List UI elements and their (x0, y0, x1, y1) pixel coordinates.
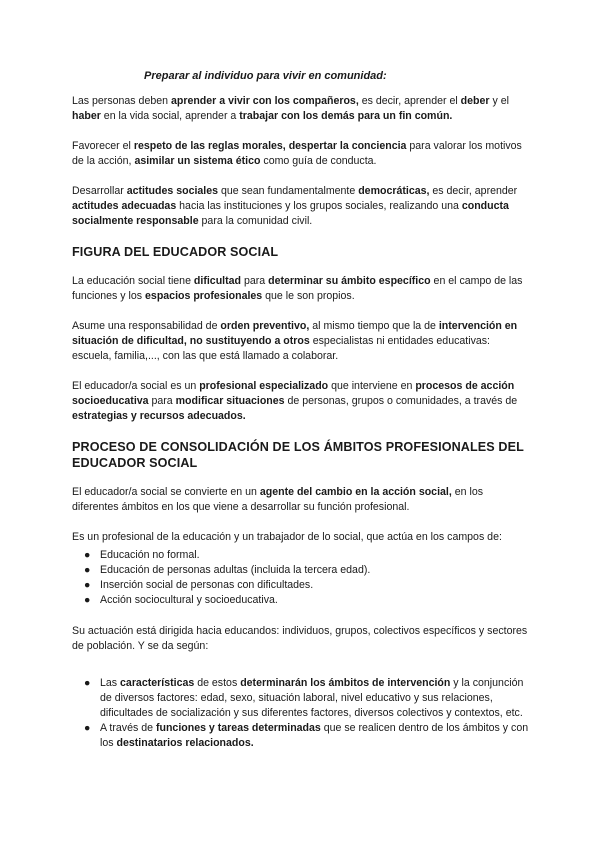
paragraph-orden-preventivo: Asume una responsabilidad de orden preventivo, al mismo tiempo que la de intervención en situación de dificultad, no sustituyendo a otros especialistas ni entidades educativas: escuela, familia,..., con las que está llamado a colaborar. (72, 320, 518, 362)
bullet-icon: ● (84, 579, 91, 591)
list-item: ● Educación no formal. (84, 549, 200, 561)
list-item: ● Educación de personas adultas (incluida la tercera edad). (84, 564, 371, 576)
bullet-icon: ● (84, 677, 91, 689)
bullet-icon: ● (84, 722, 91, 734)
paragraph-campos-intro: Es un profesional de la educación y un trabajador de lo social, que actúa en los campos de: (72, 531, 502, 543)
document-page (72, 70, 532, 767)
heading-proceso-consolidacion: PROCESO DE CONSOLIDACIÓN DE LOS ÁMBITOS PROFESIONALES DEL EDUCADOR SOCIAL (72, 440, 524, 470)
paragraph-actitudes-sociales: Desarrollar actitudes sociales que sean fundamentalmente democráticas, es decir, aprender actitudes adecuadas hacia las instituciones y los grupos sociales, realizando una conducta socialmente responsable para la comunidad civil. (72, 185, 518, 227)
list-item: ● Inserción social de personas con dificultades. (84, 579, 314, 591)
list-item: ● A través de funciones y tareas determinadas que se realicen dentro de los ámbitos y con los destinatarios relacionados. (84, 722, 529, 749)
heading-figura-educador: FIGURA DEL EDUCADOR SOCIAL (72, 245, 279, 259)
paragraph-actuacion: Su actuación está dirigida hacia educandos: individuos, grupos, colectivos específicos y sectores de población. Y se da según: (72, 625, 528, 652)
list-item: ● Acción sociocultural y socioeducativa. (84, 594, 278, 606)
paragraph-vivir-comunidad: Las personas deben aprender a vivir con los compañeros, es decir, aprender el deber y el haber en la vida social, aprender a trabajar con los demás para un fin común. (72, 95, 509, 122)
list-campos (72, 548, 532, 608)
bullet-icon: ● (84, 594, 91, 606)
paragraph-profesional-especializado: El educador/a social es un profesional especializado que interviene en procesos de acción socioeducativa para modificar situaciones de personas, grupos o comunidades, a través de estrategias y recursos adecuados. (72, 380, 518, 422)
paragraph-dificultad-ambito: La educación social tiene dificultad para determinar su ámbito específico en el campo de las funciones y los espacios profesionales que le son propios. (72, 275, 523, 302)
list-segun (72, 676, 532, 751)
paragraph-agente-cambio: El educador/a social se convierte en un agente del cambio en la acción social, en los diferentes ámbitos en los que viene a desarrollar su función profesional. (72, 486, 484, 513)
list-item: ● Las características de estos determinarán los ámbitos de intervención y la conjunción de diversos factores: edad, sexo, situación laboral, nivel educativo y sus relaciones, dificultades de socialización y sus diferentes factores, diversos colectivos y contextos, etc. (84, 677, 524, 719)
bullet-icon: ● (84, 549, 91, 561)
section-subtitle: Preparar al individuo para vivir en comunidad: (144, 70, 387, 82)
bullet-icon: ● (84, 564, 91, 576)
paragraph-reglas-morales: Favorecer el respeto de las reglas morales, despertar la conciencia para valorar los motivos de la acción, asimilar un sistema ético como guía de conducta. (72, 140, 522, 167)
